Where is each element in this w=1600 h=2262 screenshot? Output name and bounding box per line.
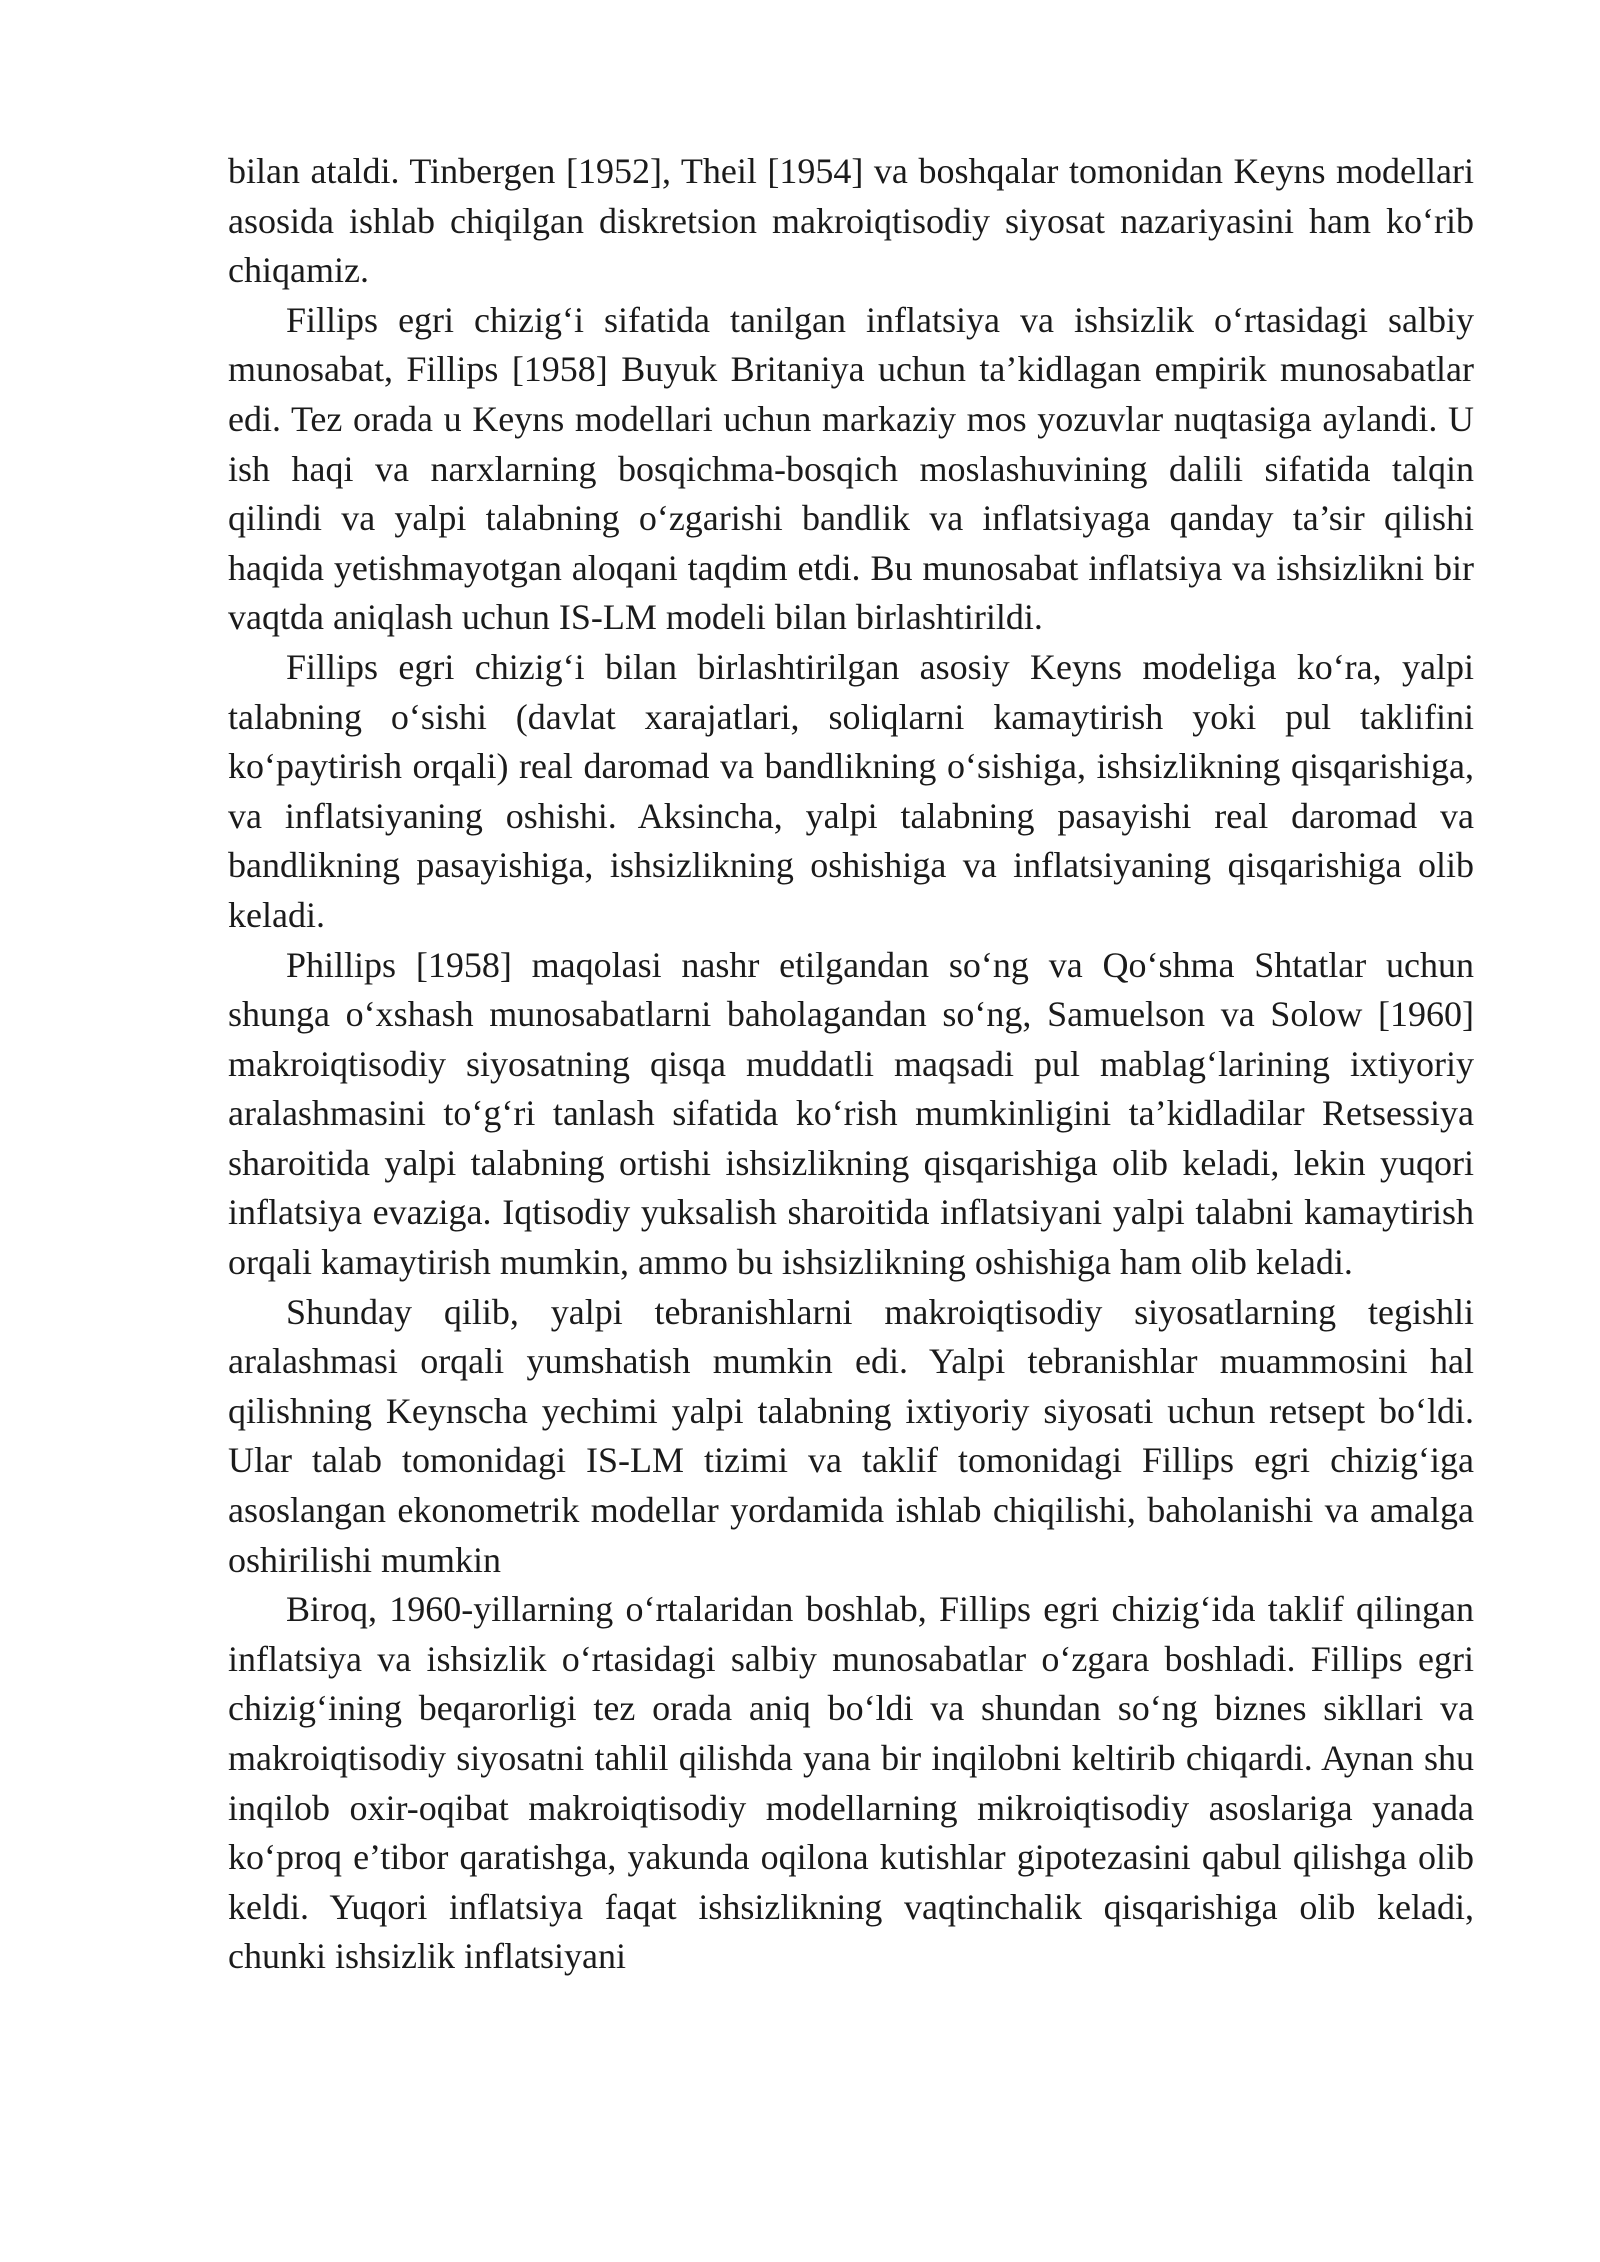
- paragraph-keynes-model: Fillips egri chizig‘i bilan birlashtirilgan asosiy Keyns modeliga ko‘ra, yalpi talabning o‘sishi (davlat xarajatlari, soliqlarni kamaytirish yoki pul taklifini ko‘paytirish orqali) real daromad va bandlikning o‘sishiga, ishsizlikning qisqarishiga, va inflatsiyaning oshishi. Aksincha, yalpi talabning pasayishi real daromad va bandlikning pasayishiga, ishsizlikning oshishiga va inflatsiyaning qisqarishiga olib keladi.: [228, 646, 1474, 935]
- paragraph-instability: Biroq, 1960-yillarning o‘rtalaridan boshlab, Fillips egri chizig‘ida taklif qilingan inflatsiya va ishsizlik o‘rtasidagi salbiy munosabatlar o‘zgara boshladi. Fillips egri chizig‘ining beqarorligi tez orada aniq bo‘ldi va shundan so‘ng biznes sikllari va makroiqtisodiy siyosatni tahlil qilishda yana bir inqilobni keltirib chiqardi. Aynan shu inqilob oxir-oqibat makroiqtisodiy modellarning mikroiqtisodiy asoslariga yanada ko‘proq e’tibor qaratishga, yakunda oqilona kutishlar gipotezasini qabul qilishga olib keldi. Yuqori inflatsiya faqat ishsizlikning vaqtinchalik qisqarishiga olib keladi, chunki ishsizlik inflatsiyani: [228, 1589, 1474, 1977]
- document-page: [228, 147, 1474, 1982]
- paragraph-continuation: bilan ataldi. Tinbergen [1952], Theil [1954] va boshqalar tomonidan Keyns modellari asosida ishlab chiqilgan diskretsion makroiqtisodiy siyosat nazariyasini ham ko‘rib chiqamiz.: [228, 151, 1474, 291]
- paragraph-samuelson-solow: Phillips [1958] maqolasi nashr etilgandan so‘ng va Qo‘shma Shtatlar uchun shunga o‘xshash munosabatlarni baholagandan so‘ng, Samuelson va Solow [1960] makroiqtisodiy siyosatning qisqa muddatli maqsadi pul mablag‘larining ixtiyoriy aralashmasini to‘g‘ri tanlash sifatida ko‘rish mumkinligini ta’kidladilar Retsessiya sharoitida yalpi talabning ortishi ishsizlikning qisqarishiga olib keladi, lekin yuqori inflatsiya evaziga. Iqtisodiy yuksalish sharoitida inflatsiyani yalpi talabni kamaytirish orqali kamaytirish mumkin, ammo bu ishsizlikning oshishiga ham olib keladi.: [228, 944, 1474, 1283]
- paragraph-fluctuations: Shunday qilib, yalpi tebranishlarni makroiqtisodiy siyosatlarning tegishli aralashmasi orqali yumshatish mumkin edi. Yalpi tebranishlar muammosini hal qilishning Keynscha yechimi yalpi talabning ixtiyoriy siyosati uchun retsept bo‘ldi. Ular talab tomonidagi IS-LM tizimi va taklif tomonidagi Fillips egri chizig‘iga asoslangan ekonometrik modellar yordamida ishlab chiqilishi, baholanishi va amalga oshirilishi mumkin: [228, 1291, 1474, 1580]
- paragraph-phillips-curve: Fillips egri chizig‘i sifatida tanilgan inflatsiya va ishsizlik o‘rtasidagi salbiy munosabat, Fillips [1958] Buyuk Britaniya uchun ta’kidlagan empirik munosabatlar edi. Tez orada u Keyns modellari uchun markaziy mos yozuvlar nuqtasiga aylandi. U ish haqi va narxlarning bosqichma-bosqich moslashuvining dalili sifatida talqin qilindi va yalpi talabning o‘zgarishi bandlik va inflatsiyaga qanday ta’sir qilishi haqida yetishmayotgan aloqani taqdim etdi. Bu munosabat inflatsiya va ishsizlikni bir vaqtda aniqlash uchun IS-LM modeli bilan birlashtirildi.: [228, 299, 1474, 638]
